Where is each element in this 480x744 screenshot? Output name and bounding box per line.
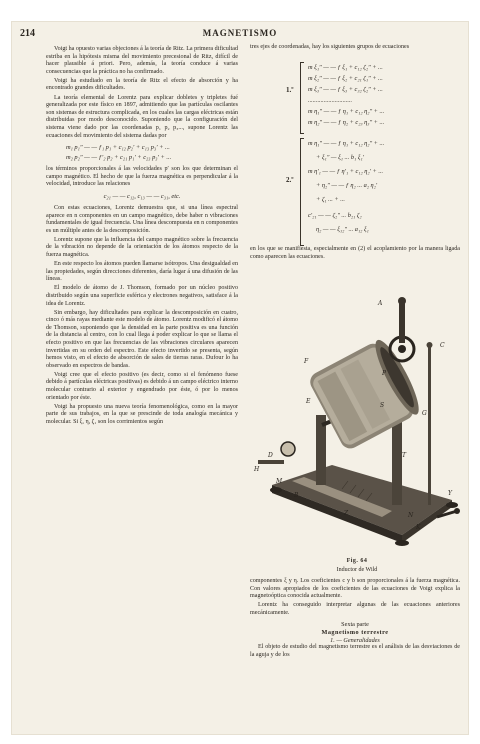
equation: ............................ (308, 97, 353, 104)
group-tag: 2.º (286, 176, 294, 184)
paragraph: En este respecto los átomos pueden llamarse isótropos. Una desigualdad en las propiedades, según direcciones diferentes, daría lugar á una difusión de las líneas. (46, 261, 238, 283)
fig-letter: T (402, 452, 407, 459)
left-column (46, 46, 238, 427)
running-head: MAGNETISMO (202, 28, 278, 38)
paragraph: Voigt ha propuesto una nueva teoría fenomenológica, como en la mayor parte de sus trabajos, en la que se prescinde de toda analogía mecánica y molecular. Si ξ, η, ζ₁ son los corrimientos según (46, 403, 238, 425)
paragraph: Con estas ecuaciones, Lorentz demuestra que, si una línea espectral aparece en n componentes en un campo magnético, debe haber n vibraciones fundamentales de igual frecuencia. Una línea descompuesta en n componentes es un múltiple antes de la descomposición. (46, 204, 238, 234)
equation: m₂ p₂″ — — ƒ′₂ p₂ + c₂₁ p₁′ + c₂₃ p₃′ + ... (66, 154, 172, 162)
paragraph: Voigt cree que el efecto positivo (es decir, como si el fenómeno fuese debido á partículas eléctricas positivas) es debido á un campo eléctrico interno molecular contrario al exterior y engendrado por éste, ó por lo menos orientado por éste. (46, 371, 238, 401)
section-part: Sexta parte (341, 621, 369, 629)
paragraph: tres ejes de coordenadas, hay los siguientes grupos de ecuaciones (250, 44, 410, 50)
equation: + η₂″ — — ƒ η₂ ... a₂ η₂′ (316, 182, 378, 189)
figure-label: Fig. 64 (346, 558, 368, 564)
fig-letter: A (378, 300, 383, 307)
paragraph: en los que se manifiesta, especialmente en (2) el acoplamiento por la manera ligada como aparecen las ecuaciones. (250, 246, 460, 260)
paragraph: Voigt ha opuesto varias objeciones á la teoría de Ritz. La primera dificultad estriba en la hipótesis misma del movimiento precesional de Ritz, difícil de hacer plausible á priori. Pero, además, la teoría conduce á varias consecuencias que la práctica no ha confirmado. (46, 46, 238, 75)
equation: m η₂″ — — ƒ η₂ + c₂₃ η₃″ + ... (308, 119, 385, 126)
fig-letter: B (294, 492, 299, 499)
fig-letter: F (304, 358, 309, 365)
page-number: 214 (20, 28, 35, 39)
page-header (20, 28, 460, 42)
equation: + ζ₁ ... + ... (316, 196, 345, 203)
equation: m₁ p₁″ — — ƒ₁ p₁ + c₁₂ p₂′ + c₁₃ p₃′ + ... (66, 144, 170, 152)
fig-letter: H (254, 466, 260, 473)
equation: c′₂₁ — — ζ₂″ ... b₂₁ ζ₂ (308, 212, 362, 219)
group-tag: 1.º (286, 86, 294, 94)
fig-letter: K (416, 524, 421, 531)
right-column-top (250, 44, 460, 52)
paragraph: Lorentz ha conseguido interpretar algunas de las ecuaciones anteriores mecánicamente. (250, 602, 460, 616)
equation: m ξ₂″ — — ƒ ξ₂ + c₂₁ ζ₁″ + ... (308, 75, 383, 82)
fig-letter: M (276, 478, 283, 485)
equation: η₂ — — ξ₁₂″ ... a₁₂ ξ₁ (316, 226, 369, 233)
paragraph: componentes ξ y η. Los coeficientes c y b son proporcionales á la fuerza magnética. Con valores apropiados de los coeficientes de las ecuaciones de Voigt explica la magnetoóptica conocida actualmente. (250, 578, 460, 600)
fig-letter: E (306, 398, 311, 405)
fig-letter: N (408, 512, 414, 519)
equation: m ξ₁″ — — ƒ ξ₁ + c₁₂ ζ₂″ + ... (308, 64, 383, 71)
book-page (12, 22, 468, 734)
equation: m η₁″ — — ƒ η₁ + c₁₂ η₂″ + ... (308, 140, 385, 147)
fig-letter: S (380, 402, 385, 409)
fig-letter: Y (448, 490, 452, 497)
fig-letter: P (382, 370, 387, 377)
right-column-after-eqs (250, 246, 460, 261)
equation: m η′₁ — — ƒ η′₁ + c₁₂ η₂′ + ... (308, 168, 384, 175)
paragraph: Voigt ha estudiado en la teoría de Ritz el efecto de absorción y ha encontrado grandes dificultades. (46, 77, 238, 92)
paragraph: La teoría elemental de Lorentz para explicar dobletes y tripletes fué generalizada por este físico en 1897, admitiendo que las partículas oscilantes son sistemas de estructura complicada, en los cuales las cargas eléctricas están distribuidas por modo desconocido. Suponiendo que la configuración del sistema viene dado por las coordenadas p₁ p₂ p₃..., supone Lorentz las ecuaciones del movimiento del sistema dadas por (46, 94, 238, 139)
fig-letter: Z (344, 510, 349, 517)
brace-2 (300, 138, 304, 246)
paragraph: El modelo de átomo de J. Thomson, formado por un núcleo positivo distribuido según una superficie esférica y electrones negativos, satisface á la idea de Lorentz. (46, 285, 238, 307)
paragraph: Sin embargo, hay dificultades para explicar la descomposición en cuatro, cinco ó más rayas mediante este modelo de átomo. Lorentz modificó el átomo de Thomson, suponiendo que la densidad en la parte positiva es una función de la distancia al centro, con lo cual llega á poder explicar lo que se llama el efecto positivo en que las frecuencias de las vibraciones circulares aparecen invertidas en su orden del espectro. Este efecto invertido se presenta, según hemos visto, en el efecto de absorción de sales de tierras raras. Dufour lo ha observado en espectros de bandas. (46, 309, 238, 369)
equation: m ξ₃″ — — ƒ ξ₃ + c₃₂ ζ₂″ + ... (308, 86, 383, 93)
figure-caption: Inductor de Wild (336, 567, 378, 573)
subsection-title: 1. — Generalidades (330, 636, 380, 644)
paragraph: los términos proporcionales á las velocidades p′ son los que determinan el campo magnético. El hecho de que la fuerza magnética es perpendicular á la velocidad, introduce las relaciones (46, 166, 238, 188)
fig-letter: G (422, 410, 427, 417)
fig-letter: C (440, 342, 445, 349)
brace-1 (300, 62, 304, 134)
equation-group (46, 143, 238, 163)
fig-letter: D (268, 452, 273, 459)
figure-wild-inductor (252, 278, 462, 570)
equation: c₂₁ — — c₁₂, c₁₃ — — c₃₁, etc. (103, 192, 181, 200)
section-title: Magnetismo terrestre (321, 629, 389, 637)
equation: m η₁″ — — ƒ η₁ + c₁₂ η₂″ + ... (308, 108, 385, 115)
paragraph: Lorentz supone que la influencia del campo magnético sobre la frecuencia de la vibración no depende de la orientación de los átomos respecto de la fuerza magnética. (46, 236, 238, 258)
paragraph: El objeto de estudio del magnetismo terrestre es el análisis de las desviaciones de la aguja y de los (250, 644, 460, 658)
equation: + ξ₁″ — ξ₁ ... b₁ ξ₁′ (316, 154, 365, 161)
right-column-bottom (250, 578, 460, 659)
